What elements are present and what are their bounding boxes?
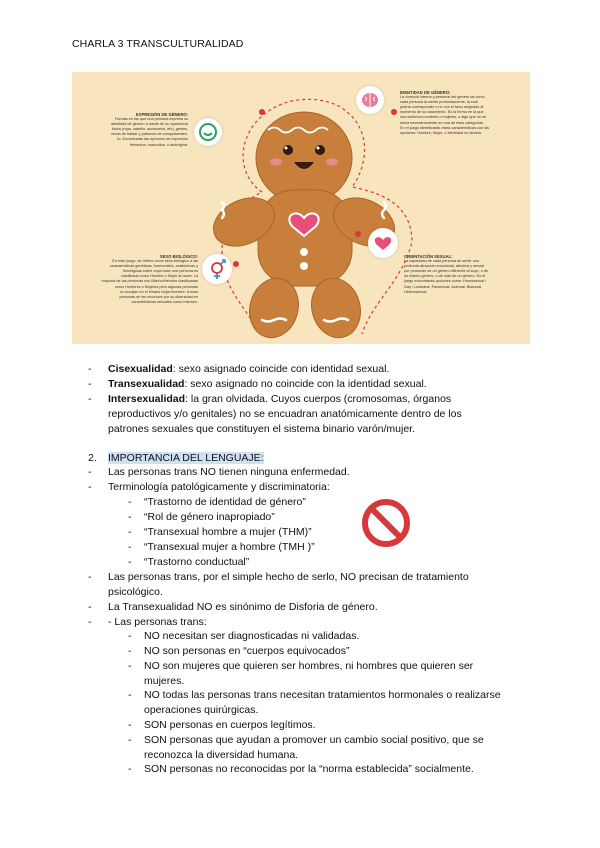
- point-text: SON personas no reconocidas por la “norma establecida” socialmente.: [144, 763, 474, 775]
- term-text: “Trastorno de identidad de género”: [144, 496, 306, 508]
- term-text: “Transexual mujer a hombre (TMH )”: [144, 541, 315, 553]
- gingerbread-infographic: [72, 72, 530, 344]
- section-title: IMPORTANCIA DEL LENGUAJE:: [108, 452, 264, 464]
- point-text: NO necesitan ser diagnosticadas ni validadas.: [144, 630, 360, 642]
- orientacion-line: La capacidad de cada persona de sentir una: [404, 259, 479, 264]
- identidad-line: opciones: Hombre, Mujer, o Identidad no binaria.: [400, 130, 482, 135]
- point-item: - SON personas que ayudan a promover un cambio social positivo, que se: [128, 734, 484, 746]
- sexo-title: SEXO BIOLÓGICO:: [159, 254, 198, 259]
- def-text: : sexo asignado no coincide con la identidad sexual.: [184, 378, 427, 390]
- orientacion-line: Heterosexual.: [404, 289, 428, 294]
- point-item-cont: mujeres.: [144, 675, 185, 687]
- brain-icon: [356, 86, 384, 114]
- smile-icon: [194, 118, 222, 146]
- list-item: - Las personas trans, por el simple hecho de serlo, NO precisan de tratamiento: [88, 571, 469, 583]
- identidad-line: En el juego identificarás estas características con las: [400, 125, 490, 130]
- orientacion-line: Gay / Lesbiana, Pansexual, Asexual, Bisexual,: [404, 284, 483, 289]
- def-term: Intersexualidad: [108, 393, 186, 405]
- list-item-text: La Transexualidad NO es sinónimo de Disforia de género.: [108, 601, 378, 613]
- term-item: - “Transexual hombre a mujer (THM)”: [128, 526, 312, 538]
- expresion-line: Formas en las que una persona expresa su: [114, 117, 188, 122]
- list-item-cont: psicológico.: [108, 586, 163, 598]
- orientacion-line: un mismo género, o de más de un género. En el: [404, 274, 486, 279]
- def-intersexualidad-cont: patrones sexuales que constituyen el sistema binario varón/mujer.: [108, 423, 416, 435]
- list-item: - Las personas trans NO tienen ninguna enfermedad.: [88, 466, 350, 478]
- sexo-line: fisiológicas sobre cuya base una persona es: [123, 269, 198, 274]
- expresion-title: EXPRESIÓN DE GÉNERO:: [135, 112, 188, 117]
- list-item-text: Terminología patológicamente y discriminatoria:: [108, 481, 330, 493]
- list-item: - La Transexualidad NO es sinónimo de Disforia de género.: [88, 601, 378, 613]
- identidad-line: podría corresponder o no con el sexo asignado al: [400, 105, 484, 110]
- term-item: - “Rol de género inapropiado”: [128, 511, 275, 523]
- sexo-line: En este juego, se refiere como sexo biológico a las: [112, 259, 198, 264]
- def-text: : la gran olvidada. Cuyos cuerpos (cromosomas, órganos: [185, 393, 452, 405]
- term-text: “Trastorno conductual”: [144, 556, 250, 568]
- prohibited-icon: [360, 497, 412, 549]
- identidad-line: cada persona la siente profundamente, la cual: [400, 100, 478, 105]
- sexo-line: clasificada como Hombre o Mujer al nacer. La: [120, 274, 198, 279]
- list-item-text: - Las personas trans:: [108, 616, 207, 628]
- identidad-line: ubica necesariamente en una de esas categorías.: [400, 120, 485, 125]
- section-heading: [88, 452, 264, 464]
- orientacion-line: por personas de un género diferente al suyo, o de: [404, 269, 489, 274]
- sexo-line: características genéticas, hormonales, anatómicas y: [109, 264, 198, 269]
- section-number: 2.: [88, 452, 97, 464]
- gender-symbol-icon: [202, 254, 232, 284]
- heart-icon: [368, 228, 398, 258]
- identidad-title: IDENTIDAD DE GÉNERO:: [400, 90, 451, 95]
- identidad-line: La vivencia interna y personal del género tal como: [400, 95, 485, 100]
- sexo-line: mayoría de las personas son Macho/Hembre clasificadas: [101, 279, 198, 284]
- point-text: NO todas las personas trans necesitan tratamientos hormonales o realizarse: [144, 689, 501, 701]
- point-item: - SON personas no reconocidas por la “norma establecida” socialmente.: [128, 763, 474, 775]
- orientacion-line: juego encontrarás opciones como: Homosexual /: [404, 279, 487, 284]
- term-text: “Rol de género inapropiado”: [144, 511, 275, 523]
- term-item: - “Trastorno conductual”: [128, 556, 250, 568]
- list-item: - - Las personas trans:: [88, 616, 207, 628]
- term-text: “Transexual hombre a mujer (THM)”: [144, 526, 312, 538]
- list-item-text: Las personas trans NO tienen ninguna enfermedad.: [108, 466, 350, 478]
- point-text: NO son mujeres que quieren ser hombres, ni hombres que quieren ser: [144, 660, 474, 672]
- sexo-line: características sexuales como Intersex.: [131, 299, 198, 304]
- orientacion-line: profunda atracción emocional, afectiva y sexual: [404, 264, 484, 269]
- gingerbread-figure: [72, 72, 530, 344]
- def-term: Transexualidad: [108, 378, 185, 390]
- sexo-line: como Hombres o Mujeres pero algunas personas: [114, 284, 198, 289]
- list-item: - Terminología patológicamente y discriminatoria:: [88, 481, 330, 493]
- expresion-line: to. Encontrarás las opciones de expresión: [117, 137, 188, 142]
- list-item-text: Las personas trans, por el simple hecho de serlo, NO precisan de tratamiento: [108, 571, 469, 583]
- sexo-line: no encajan en el binario mujer/hombre. A esas: [119, 289, 198, 294]
- point-item: - SON personas en cuerpos legítimos.: [128, 719, 316, 731]
- point-item: - NO todas las personas trans necesitan tratamientos hormonales o realizarse: [128, 689, 501, 701]
- def-text: : sexo asignado coincide con identidad sexual.: [172, 363, 390, 375]
- sexo-line: personas se les reconoce por su diversidad en: [119, 294, 198, 299]
- point-text: SON personas en cuerpos legítimos.: [144, 719, 316, 731]
- point-item-cont: operaciones quirúrgicas.: [144, 704, 259, 716]
- point-item: - NO necesitan ser diagnosticadas ni validadas.: [128, 630, 360, 642]
- orientacion-title: ORIENTACIÓN SEXUAL:: [404, 254, 453, 259]
- def-term: Cisexualidad: [108, 363, 173, 375]
- page-header: CHARLA 3 TRANSCULTURALIDAD: [72, 38, 244, 50]
- point-text: SON personas que ayudan a promover un cambio social positivo, que se: [144, 734, 484, 746]
- point-text: NO son personas en “cuerpos equivocados”: [144, 645, 350, 657]
- identidad-line: momento de su nacimiento. Es la forma en la que: [400, 110, 484, 115]
- expresion-line: identidad de género a través de su apariencia: [110, 122, 188, 127]
- term-item: - “Trastorno de identidad de género”: [128, 496, 306, 508]
- term-item: - “Transexual mujer a hombre (TMH )”: [128, 541, 315, 553]
- expresion-line: física (ropa, cabello, accesorios, etc), gestos,: [112, 127, 188, 132]
- point-item: - NO son personas en “cuerpos equivocados”: [128, 645, 350, 657]
- def-intersexualidad-cont: reproductivos y/o genitales) no se encuadran anatómicamente dentro de los: [108, 408, 462, 420]
- identidad-line: nos sentimos hombres o mujeres, o algo que no se: [400, 115, 487, 120]
- point-item: - NO son mujeres que quieren ser hombres, ni hombres que quieren ser: [128, 660, 474, 672]
- point-item-cont: reconozca la diversidad humana.: [144, 749, 299, 761]
- expresion-line: femenina, masculina, o andrógina.: [129, 142, 188, 147]
- expresion-line: modo de hablar y patrones de comportamien-: [111, 132, 188, 137]
